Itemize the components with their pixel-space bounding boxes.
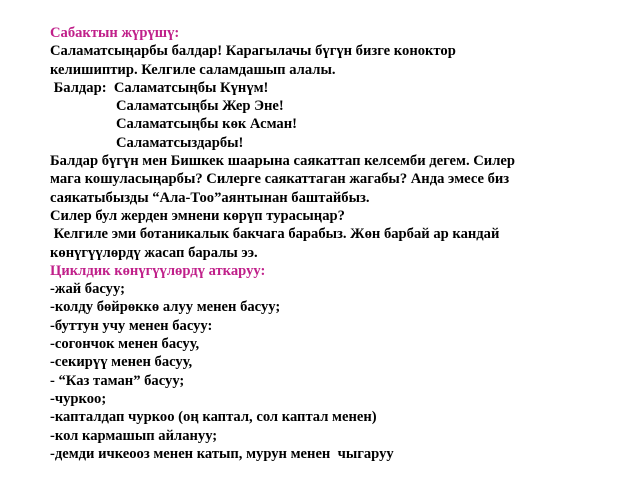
exercises-heading: Циклдик көнүгүүлөрдү аткаруу: (50, 262, 266, 279)
exercise-item: -секирүү менен басуу, (50, 354, 193, 371)
story-line: көнүгүүлөрдү жасап баралы ээ. (50, 244, 258, 261)
exercise-item: -кол кармашып айлануу; (50, 427, 218, 444)
children-reply-line: Балдар: Саламатсыңбы Күнүм! (50, 79, 269, 96)
document-body (50, 24, 630, 463)
story-line: Силер бул жерден эмнени көрүп турасыңар? (50, 207, 345, 224)
story-line: мага кошуласыңарбы? Силерге саякаттаган жагабы? Анда эмесе биз (50, 171, 510, 188)
greeting-line: келишиптир. Келгиле саламдашып алалы. (50, 61, 336, 78)
exercise-item: -колду бөйрөккө алуу менен басуу; (50, 299, 281, 316)
exercise-item: -капталдап чуркоо (оң каптал, сол каптал менен) (50, 409, 377, 426)
exercise-item: -чуркоо; (50, 390, 107, 407)
story-line: саякатыбызды “Ала-Тоо”аянтынан баштайбыз. (50, 189, 370, 206)
children-reply-line: Саламатсыздарбы! (116, 134, 244, 151)
exercise-item: -демди ичкеооз менен катып, мурун менен чыгаруу (50, 445, 394, 462)
exercise-item: -жай басуу; (50, 281, 125, 298)
exercise-item: -согончок менен басуу, (50, 336, 200, 353)
greeting-line: Саламатсыңарбы балдар! Карагылачы бүгүн бизге коноктор (50, 43, 456, 60)
story-line: Келгиле эми ботаникалык бакчага барабыз. Жөн барбай ар кандай (50, 226, 500, 243)
children-reply-line: Саламатсыңбы көк Асман! (116, 116, 297, 133)
story-line: Балдар бүгүн мен Бишкек шаарына саякаттап келсемби дегем. Силер (50, 153, 515, 170)
children-reply-line: Саламатсыңбы Жер Эне! (116, 98, 284, 115)
exercise-item: -буттун учу менен басуу: (50, 317, 213, 334)
exercise-item: - “Каз таман” басуу; (50, 372, 185, 389)
lesson-progress-heading: Сабактын жүрүшү: (50, 25, 180, 41)
